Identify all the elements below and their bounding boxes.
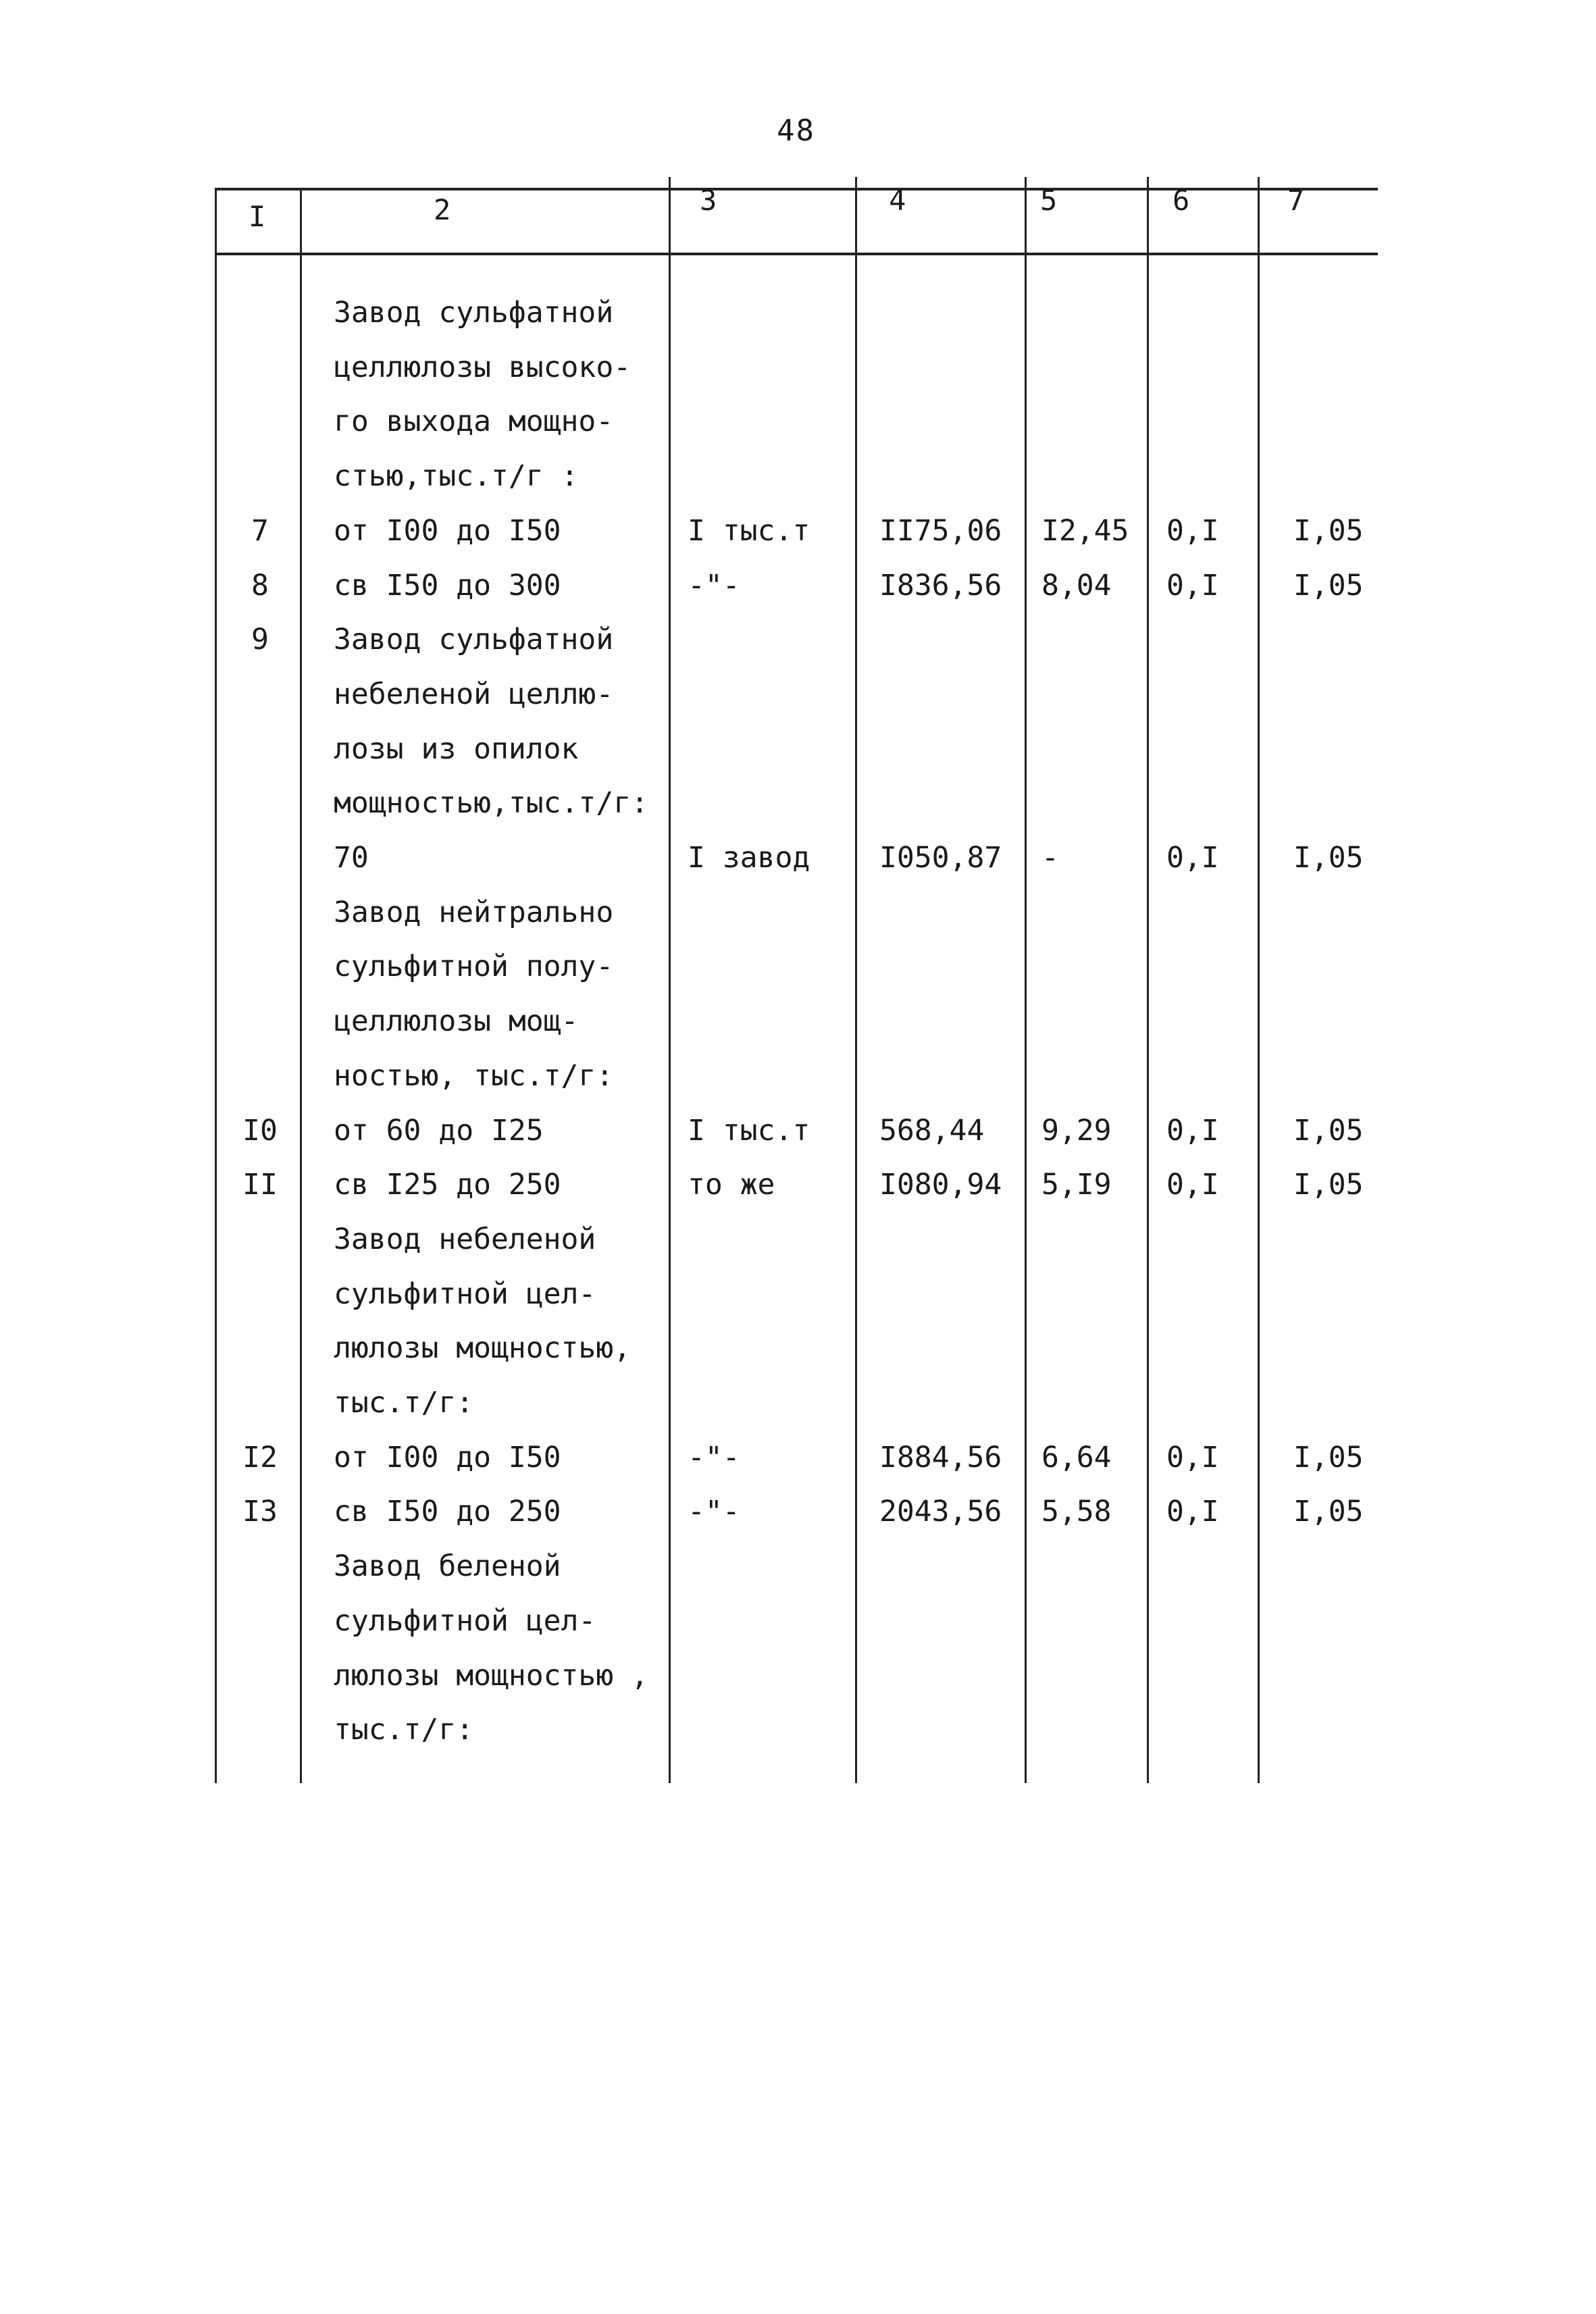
header-col-4: 4 (889, 184, 906, 217)
header-col-2: 2 (434, 193, 451, 226)
row-name: небеленой целлю- (334, 677, 614, 711)
row-number: I3 (242, 1495, 278, 1528)
row-value-6: 0,I (1166, 1495, 1219, 1528)
row-value-7: I,05 (1293, 514, 1364, 548)
row-unit: -"- (688, 1441, 740, 1474)
row-unit: -"- (688, 1495, 740, 1528)
row-value-6: 0,I (1166, 569, 1219, 602)
row-value-7: I,05 (1293, 569, 1364, 602)
row-name: св I50 до 300 (334, 569, 561, 602)
row-unit: I завод (688, 841, 810, 875)
row-name: св I25 до 250 (334, 1168, 561, 1202)
row-value-5: 6,64 (1041, 1441, 1112, 1474)
row-name: ностью, тыс.т/г: (334, 1059, 614, 1093)
table-top-border (215, 188, 1378, 190)
row-name: тыс.т/г: (334, 1386, 474, 1420)
header-col-1: I (249, 200, 266, 233)
row-name: Завод небеленой (334, 1223, 596, 1256)
row-value-6: 0,I (1166, 514, 1219, 548)
row-value-4: 568,44 (879, 1114, 985, 1148)
row-value-6: 0,I (1166, 1168, 1219, 1202)
row-name: 70 (334, 841, 369, 875)
row-unit: то же (688, 1168, 775, 1202)
row-value-7: I,05 (1293, 1114, 1364, 1148)
row-name: Завод беленой (334, 1549, 561, 1583)
row-name: Завод сульфатной (334, 623, 614, 657)
row-name: тыс.т/г: (334, 1713, 474, 1747)
header-col-7: 7 (1287, 184, 1305, 217)
col-border-0 (215, 190, 217, 1783)
row-name: от I00 до I50 (334, 1441, 561, 1474)
row-name: Завод нейтрально (334, 896, 614, 929)
header-col-6: 6 (1173, 184, 1190, 217)
header-col-3: 3 (700, 184, 717, 217)
col-border-6 (1258, 177, 1260, 1783)
row-name: сульфитной цел- (334, 1277, 596, 1311)
row-value-5: 5,58 (1041, 1495, 1112, 1528)
col-border-4 (1025, 177, 1027, 1783)
row-value-5: 9,29 (1041, 1114, 1112, 1148)
row-value-7: I,05 (1293, 1495, 1364, 1528)
row-name: от I00 до I50 (334, 514, 561, 548)
row-name: от 60 до I25 (334, 1114, 544, 1148)
row-unit: I тыс.т (688, 514, 810, 548)
row-name: стью,тыс.т/г : (334, 459, 579, 493)
col-border-1 (300, 190, 302, 1783)
row-unit: -"- (688, 569, 740, 602)
row-unit: I тыс.т (688, 1114, 810, 1148)
row-value-4: I836,56 (879, 569, 1002, 602)
row-name: Завод сульфатной (334, 296, 614, 330)
row-name: люлозы мощностью , (334, 1659, 648, 1693)
col-border-3 (855, 177, 857, 1783)
row-value-7: I,05 (1293, 1441, 1364, 1474)
row-value-4: I884,56 (879, 1441, 1002, 1474)
row-value-4: I050,87 (879, 841, 1002, 875)
row-name: мощностью,тыс.т/г: (334, 786, 648, 820)
col-border-5 (1147, 177, 1149, 1783)
row-name: лозы из опилок (334, 732, 579, 766)
row-name: го выхода мощно- (334, 405, 614, 438)
row-number: 7 (251, 514, 269, 548)
row-value-6: 0,I (1166, 1114, 1219, 1148)
row-name: св I50 до 250 (334, 1495, 561, 1528)
row-value-6: 0,I (1166, 1441, 1219, 1474)
row-value-6: 0,I (1166, 841, 1219, 875)
col-border-2 (669, 177, 671, 1783)
row-name: целлюлозы высоко- (334, 351, 632, 384)
row-value-4: 2043,56 (879, 1495, 1002, 1528)
row-name: сульфитной полу- (334, 950, 614, 983)
page-number: 48 (777, 113, 815, 148)
row-value-7: I,05 (1293, 1168, 1364, 1202)
table-header-bottom-border (215, 253, 1378, 255)
row-number: I0 (242, 1114, 278, 1148)
row-value-5: - (1041, 841, 1059, 875)
row-name: сульфитной цел- (334, 1604, 596, 1638)
header-col-5: 5 (1040, 184, 1058, 217)
row-name: целлюлозы мощ- (334, 1004, 579, 1038)
row-value-4: I080,94 (879, 1168, 1002, 1202)
row-value-5: 5,I9 (1041, 1168, 1112, 1202)
row-number: 8 (251, 569, 269, 602)
row-value-4: II75,06 (879, 514, 1002, 548)
row-number: 9 (251, 623, 269, 657)
row-name: люлозы мощностью, (334, 1331, 632, 1365)
row-number: I2 (242, 1441, 278, 1474)
row-value-7: I,05 (1293, 841, 1364, 875)
row-value-5: I2,45 (1041, 514, 1129, 548)
row-number: II (242, 1168, 278, 1202)
row-value-5: 8,04 (1041, 569, 1112, 602)
